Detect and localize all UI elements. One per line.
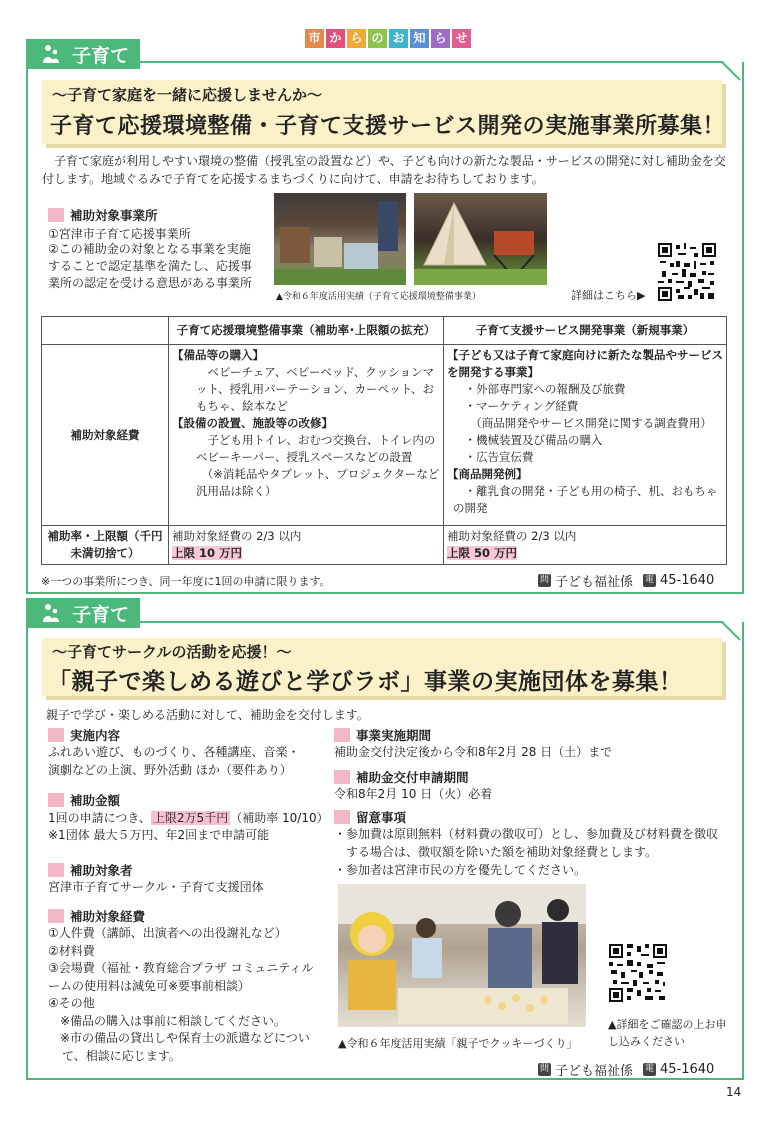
- content-heading: [48, 726, 120, 744]
- tag-char: せ: [452, 29, 471, 48]
- table-col2-rate: [444, 526, 727, 565]
- family-icon: [38, 41, 64, 67]
- cost-line: ・離乳食の開発・子ども用の椅子、机、おもちゃの開発: [453, 484, 718, 515]
- table-row2-label: 補助率・上限額（千円未満切捨て）: [42, 526, 169, 565]
- period-heading: [334, 726, 431, 744]
- section1-target-heading: [48, 206, 158, 224]
- section1-headline-box: [42, 80, 726, 144]
- cap-text: 上限 10 万円: [172, 546, 243, 560]
- heading-marker: [48, 793, 64, 807]
- heading-marker: [334, 810, 350, 824]
- section2-intro: 親子で学び・楽しめる活動に対して、補助金を交付します。: [46, 708, 369, 722]
- section2-tab: [26, 598, 140, 628]
- cost-line: ベビーチェア、ベビーベッド、クッションマット、授乳用パーテーション、カーペット、おもちゃ、絵本など: [196, 365, 435, 413]
- heading-text: 事業実施期間: [356, 728, 432, 743]
- table-row1-label: 補助対象経費: [42, 345, 169, 526]
- cap-text: 上限 50 万円: [447, 546, 518, 560]
- family-icon: [38, 600, 64, 626]
- section-header-tags: [305, 29, 471, 48]
- tag-char: お: [389, 29, 408, 48]
- tag-char: ら: [431, 29, 450, 48]
- phone-icon: 電: [645, 1064, 655, 1074]
- heading-marker: [334, 728, 350, 742]
- amount-heading: [48, 791, 120, 809]
- section2-tab-label: 子育て: [72, 603, 130, 626]
- cost-item: ④その他: [48, 996, 95, 1010]
- heading-marker: [48, 909, 64, 923]
- table-corner: [42, 317, 169, 345]
- cost-item: ①人件費（講師、出演者への出役謝礼など）: [48, 926, 287, 940]
- detail-link[interactable]: 詳細はこちら▶: [571, 289, 646, 302]
- section1-intro: 子育て家庭が利用しやすい環境の整備（授乳室の設置など）や、子ども向けの新たな製品・サービスの開発に対し補助金を交付します。地域ぐるみで子育てを応援するまちづくりに向けて、申請をお待ちしております。: [42, 154, 726, 186]
- table-col1-costs: [169, 345, 444, 526]
- cost-item: ③会場費（福祉・教育総合プラザ コミュニティルームの使用料は減免可※要事前相談）: [48, 961, 314, 993]
- qr-code-2[interactable]: [609, 944, 667, 1002]
- cost-item: ※市の備品の貸出しや保育士の派遣などについて、相談に応じます。: [48, 1031, 310, 1063]
- note-item: ・参加者は宮津市民の方を優先してください。: [334, 863, 587, 877]
- content-text: ふれあい遊び、ものづくり、各種講座、音楽・演劇などの上演、野外活動 ほか（要件あり）: [48, 745, 300, 777]
- office-icon: 問: [539, 1064, 549, 1074]
- section2-photo-caption: ▲令和６年度活用実績「親子でクッキーづくり」: [338, 1037, 578, 1050]
- amount-post: （補助率 10/10）: [230, 811, 329, 825]
- rate-text: 補助対象経費の 2/3 以内: [447, 529, 577, 543]
- cost-heading: [48, 907, 145, 925]
- amount-text: [48, 809, 329, 827]
- amount-pre: 1回の申請につき、: [48, 811, 151, 825]
- section2-subtitle: 〜子育てサークルの活動を応援！〜: [52, 643, 292, 661]
- table-col2-header: 子育て支援サービス開発事業（新規事業）: [444, 317, 727, 345]
- cost-line: （商品開発やサービス開発に関する調査費用）: [453, 416, 712, 430]
- section1-target-item: ②この補助金の対象となる事業を実施することで認定基準を満たし、応援事業所の認定を受ける意思がある事業所: [48, 242, 253, 290]
- heading-marker: [48, 208, 64, 222]
- cost-line: ・広告宣伝費: [453, 450, 534, 464]
- section1-contact: [538, 571, 714, 590]
- tag-char: 知: [410, 29, 429, 48]
- note-item: ・参加費は原則無料（材料費の徴収可）とし、参加費及び材料費を徴収する場合は、徴収額を除いた額を補助対象経費とします。: [334, 827, 719, 859]
- section1-target-item: ①宮津市子育て応援事業所: [48, 227, 191, 241]
- section2-headline-box: [42, 638, 722, 696]
- section1-title: 子育て応援環境整備・子育て支援サービス開発の実施事業所募集！: [50, 114, 726, 139]
- contact-org: 子ども福祉係: [555, 575, 634, 590]
- table-col1-rate: [169, 526, 444, 565]
- heading-marker: [334, 770, 350, 784]
- amount-note: ※1団体 最大５万円、年2回まで申請可能: [48, 828, 270, 842]
- phone-icon: 電: [645, 575, 655, 585]
- cost-line: 【備品等の購入】: [172, 348, 264, 362]
- cost-line: ・マーケティング経費: [453, 399, 579, 413]
- subsidy-table: [41, 316, 727, 565]
- heading-text: 補助金交付申請期間: [356, 770, 469, 785]
- cost-list: [48, 925, 316, 1065]
- section1-tab: [26, 39, 140, 69]
- cost-line: 【商品開発例】: [447, 467, 528, 481]
- qr-code-1[interactable]: [658, 243, 716, 301]
- tag-char: の: [368, 29, 387, 48]
- qr-caption: ▲詳細をご確認の上お申し込みください: [608, 1018, 727, 1048]
- notes-heading: [334, 808, 406, 826]
- cost-line: （※消耗品やタブレット、プロジェクターなど汎用品は除く）: [196, 467, 440, 498]
- heading-text: 留意事項: [356, 810, 407, 825]
- section1-subtitle: 〜子育て家庭を一緒に応援しませんか〜: [52, 86, 323, 104]
- section2-title: 「親子で楽しめる遊びと学びラボ」事業の実施団体を募集！: [48, 669, 683, 695]
- room-photo-1: [274, 193, 406, 285]
- cost-line: ・外部専門家への報酬及び旅費: [453, 382, 626, 396]
- office-icon: 問: [539, 575, 549, 585]
- heading-text: 補助金額: [70, 793, 121, 808]
- rate-text: 補助対象経費の 2/3 以内: [172, 529, 302, 543]
- contact-org: 子ども福祉係: [555, 1064, 634, 1079]
- heading-text: 実施内容: [70, 728, 121, 743]
- table-col1-header: 子育て応援環境整備事業（補助率･上限額の拡充）: [169, 317, 444, 345]
- heading-text: 補助対象者: [70, 863, 133, 878]
- section1-tab-label: 子育て: [72, 44, 130, 67]
- heading-text: 補助対象経費: [70, 909, 146, 924]
- room-photo-2: [414, 193, 547, 285]
- section1-photo-caption: ▲令和６年度活用実績（子育て応援環境整備事業）: [276, 292, 481, 302]
- contact-tel: 45-1640: [660, 573, 715, 588]
- heading-marker: [48, 863, 64, 877]
- notes-list: [334, 825, 726, 879]
- eligible-heading: [48, 861, 133, 879]
- eligible-text: 宮津市子育てサークル・子育て支援団体: [48, 880, 264, 894]
- cost-item: ②材料費: [48, 943, 95, 958]
- page-number: 14: [726, 1085, 742, 1099]
- apply-heading: [334, 768, 469, 786]
- heading-text: 補助対象事業所: [70, 208, 158, 223]
- section1-note: ※一つの事業所につき、同一年度に1回の申請に限ります。: [41, 575, 331, 588]
- cost-line: 【子ども又は子育て家庭向けに新たな製品やサービスを開発する事業】: [447, 348, 723, 379]
- cost-line: 【設備の設置、施設等の改修】: [172, 416, 333, 430]
- tag-char: ら: [347, 29, 366, 48]
- heading-marker: [48, 728, 64, 742]
- apply-text: 令和8年2月 10 日（火）必着: [334, 787, 493, 801]
- tag-char: 市: [305, 29, 324, 48]
- cost-line: ・機械装置及び備品の購入: [453, 433, 603, 447]
- amount-cap: 上限2万5千円: [152, 811, 229, 825]
- period-text: 補助金交付決定後から令和8年2月 28 日（土）まで: [334, 745, 613, 759]
- contact-tel: 45-1640: [660, 1062, 715, 1077]
- table-col2-costs: [444, 345, 727, 526]
- section2-contact: [538, 1060, 714, 1079]
- cost-item: ※備品の購入は事前に相談してください。: [48, 1013, 287, 1028]
- cookie-photo: [338, 884, 586, 1027]
- tag-char: か: [326, 29, 345, 48]
- cost-line: 子ども用トイレ、おむつ交換台、トイレ内のベビーキーパー、授乳スペースなどの設置: [196, 433, 436, 464]
